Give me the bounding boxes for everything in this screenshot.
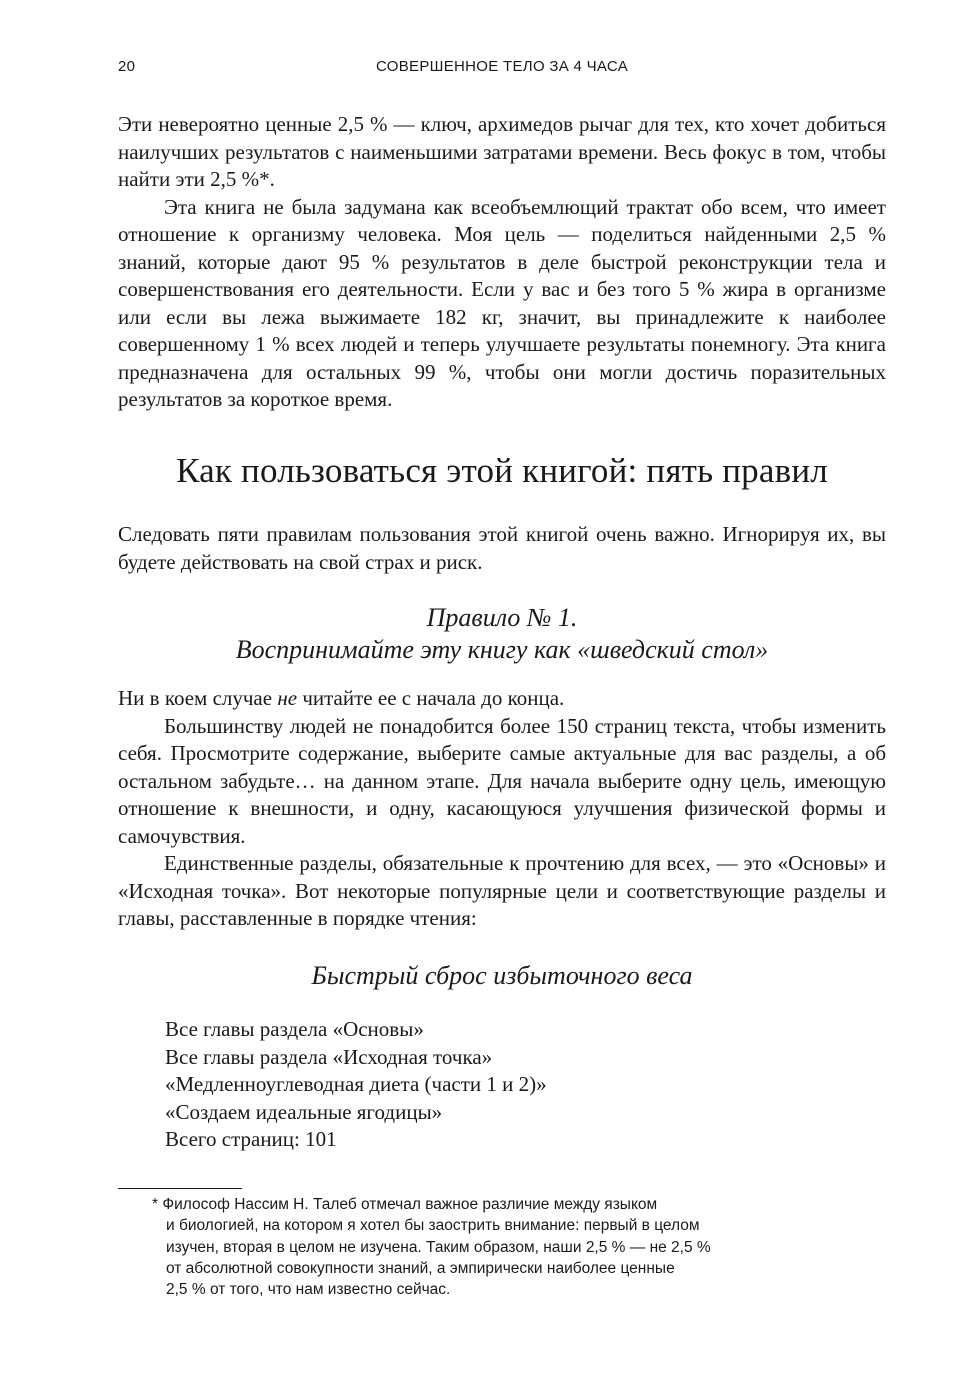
intro-paragraph-2: Эта книга не была задумана как всеобъемлющий трактат обо всем, что имеет отношение к организму человека. Моя цель — поделиться найденными 2,5 % знаний, которые дают 95 % результатов в деле быстрой реконструкции тела и совершенствования его деятельности. Если у вас и без того 5 % жира в организме или если вы лежа выжимаете 182 кг, значит, вы принадлежите к наиболее совершенному 1 % всех людей и теперь улучшаете результаты понемногу. Эта книга предназначена для остальных 99 %, чтобы они могли достичь поразительных результатов за короткое время.: [118, 194, 886, 411]
goal-page-total: Всего страниц: 101: [165, 1127, 337, 1151]
rule-1-p1-end: читайте ее с начала до конца.: [297, 686, 565, 710]
goal-list-item: «Медленноуглеводная диета (части 1 и 2)»: [165, 1072, 547, 1096]
rule-1-paragraph-1: [118, 685, 886, 713]
footnote-line: и биологией, на котором я хотел бы заострить внимание: первый в целом: [166, 1217, 700, 1235]
footnote: [118, 1194, 818, 1300]
section-heading: Как пользоваться этой книгой: пять правил: [176, 451, 828, 490]
footnote-divider: [118, 1188, 242, 1189]
goal-list-item: Все главы раздела «Основы»: [165, 1017, 424, 1041]
rule-1-p1-start: Ни в коем случае: [118, 686, 278, 710]
rule-1-paragraph-2: Большинству людей не понадобится более 150 страниц текста, чтобы изменить себя. Просмотрите содержание, выберите самые актуальные для вас разделы, а об остальном забудьте… на данном этапе. Для начала выберите одну цель, имеющую отношение к внешности, и одну, касающуюся улучшения физической формы и самочувствия.: [118, 713, 886, 848]
goal-reading-list: [165, 1016, 865, 1154]
rule-1-heading: [118, 602, 886, 666]
rules-intro-paragraph: Следовать пяти правилам пользования этой книгой очень важно. Игнорируя их, вы будете действовать на свой страх и риск.: [118, 522, 886, 574]
rule-1-title: Воспринимайте эту книгу как «шведский стол»: [235, 635, 769, 664]
book-title: СОВЕРШЕННОЕ ТЕЛО ЗА 4 ЧАСА: [375, 58, 628, 75]
page-number: 20: [118, 58, 136, 75]
rule-1-paragraph-3: Единственные разделы, обязательные к прочтению для всех, — это «Основы» и «Исходная точка». Вот некоторые популярные цели и соответствующие разделы и главы, расставленные в порядке чтения:: [118, 851, 886, 930]
rule-1-p1-emphasis: не: [277, 686, 298, 710]
intro-text: [118, 111, 886, 414]
goal-list-item: «Создаем идеальные ягодицы»: [165, 1099, 443, 1124]
rule-1-number: Правило № 1.: [426, 603, 578, 632]
rules-intro-text: [118, 521, 886, 576]
footnote-line: от абсолютной совокупности знаний, а эмпирически наиболее ценные: [166, 1259, 675, 1277]
intro-paragraph-1: Эти невероятно ценные 2,5 % — ключ, архимедов рычаг для тех, кто хочет добиться наилучших результатов с наименьшими затратами времени. Весь фокус в том, чтобы найти эти 2,5 %*.: [118, 112, 886, 191]
goal-heading: Быстрый сброс избыточного веса: [311, 961, 693, 990]
footnote-line: * Философ Нассим Н. Талеб отмечал важное различие между языком: [152, 1196, 658, 1213]
footnote-line: изучен, вторая в целом не изучена. Таким образом, наши 2,5 % — не 2,5 %: [166, 1238, 711, 1256]
running-header: [118, 58, 886, 78]
footnote-line: 2,5 % от того, что нам известно сейчас.: [166, 1281, 451, 1299]
rule-1-body: [118, 685, 886, 933]
goal-list-item: Все главы раздела «Исходная точка»: [165, 1044, 493, 1069]
